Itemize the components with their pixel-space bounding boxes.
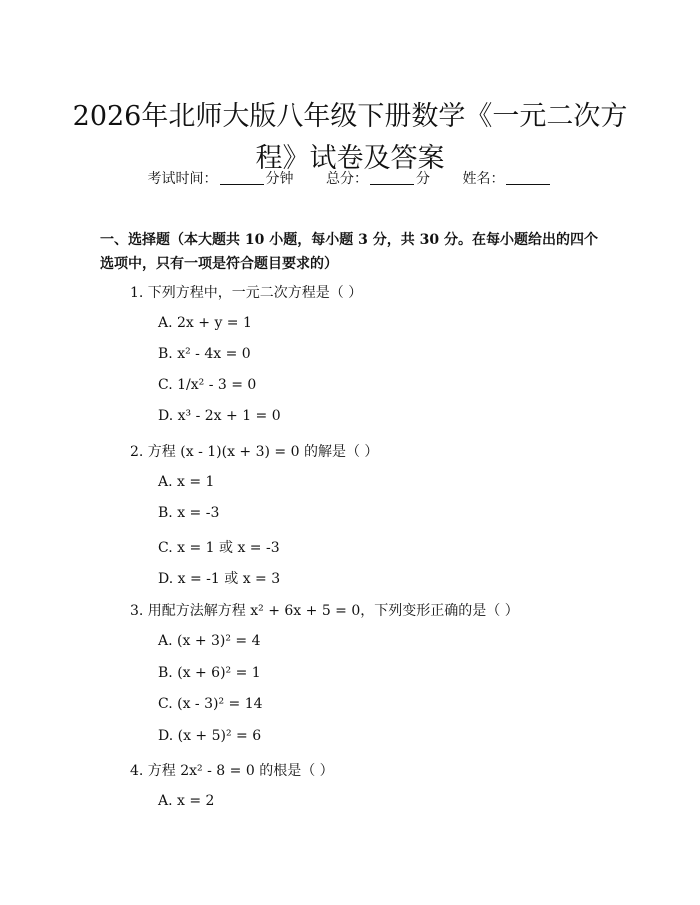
exam-time-unit: 分钟: [265, 171, 294, 187]
question-4-option-a: A. x = 2: [158, 793, 215, 809]
total-score-unit: 分: [416, 171, 430, 187]
question-3: 3. 用配方法解方程 x² + 6x + 5 = 0，下列变形正确的是（ ）: [130, 603, 519, 619]
exam-time-field: [148, 168, 294, 188]
page-title: 2026年北师大版八年级下册数学《一元二次方程》试卷及答案: [72, 101, 628, 175]
question-1-option-a: A. 2x + y = 1: [158, 315, 252, 331]
question-2-option-a: A. x = 1: [158, 474, 215, 490]
question-3-option-a: A. (x + 3)² = 4: [158, 633, 261, 649]
question-2-option-d: D. x = -1 或 x = 3: [158, 571, 281, 587]
question-2-option-b: B. x = -3: [158, 505, 220, 521]
total-score-label: 总分：: [326, 171, 368, 187]
question-1: 1. 下列方程中，一元二次方程是（ ）: [130, 285, 363, 301]
exam-time-blank: [220, 170, 264, 185]
question-3-option-b: B. (x + 6)² = 1: [158, 665, 261, 681]
question-2-option-c: C. x = 1 或 x = -3: [158, 540, 280, 556]
name-blank: [506, 170, 550, 185]
total-score-field: [326, 168, 430, 188]
section-heading: 一、选择题（本大题共 10 小题，每小题 3 分，共 30 分。在每小题给出的四个选项中，只有一项是符合题目要求的）: [100, 232, 598, 272]
question-1-option-d: D. x³ - 2x + 1 = 0: [158, 408, 281, 424]
question-3-option-c: C. (x - 3)² = 14: [158, 696, 263, 712]
exam-time-label: 考试时间：: [147, 171, 218, 187]
question-1-option-b: B. x² - 4x = 0: [158, 346, 251, 362]
question-2: 2. 方程 (x - 1)(x + 3) = 0 的解是（ ）: [130, 444, 379, 460]
exam-info: [0, 168, 700, 188]
question-4: 4. 方程 2x² - 8 = 0 的根是（ ）: [130, 763, 334, 779]
question-1-option-c: C. 1/x² - 3 = 0: [158, 377, 257, 393]
name-label: 姓名：: [462, 171, 505, 187]
name-field: [462, 168, 552, 188]
total-score-blank: [370, 170, 414, 185]
question-3-option-d: D. (x + 5)² = 6: [158, 728, 262, 744]
